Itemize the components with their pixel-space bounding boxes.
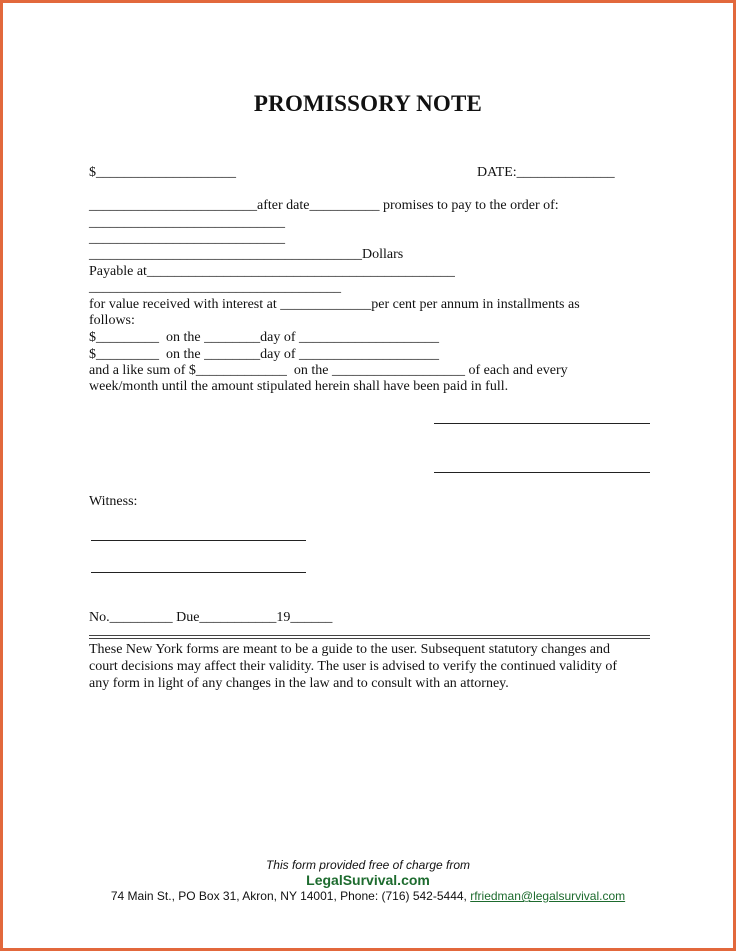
- credit-email-link[interactable]: rfriedman@legalsurvival.com: [470, 889, 626, 903]
- payee-line-2: ____________________________: [89, 231, 285, 246]
- dollars-line: _______________________________________Dollars: [89, 247, 404, 262]
- disclaimer: [89, 641, 645, 692]
- payable-line-2: ____________________________________: [89, 280, 341, 295]
- follows-line: follows:: [89, 313, 135, 328]
- installment-line-1: $_________ on the ________day of ____________________: [89, 330, 439, 345]
- amount-line: $____________________: [89, 165, 236, 180]
- disclaimer-line-2: court decisions may affect their validity. The user is advised to verify the continued validity of: [89, 659, 618, 674]
- payable-line: Payable at____________________________________________: [89, 264, 455, 279]
- signature-line-2: [434, 472, 650, 473]
- date-line: DATE:______________: [477, 165, 615, 180]
- after-date-line: ________________________after date__________ promises to pay to the order of:: [89, 198, 559, 213]
- payee-line-1: ____________________________: [89, 215, 285, 230]
- divider-rule: [89, 635, 650, 636]
- credit-address-text: 74 Main St., PO Box 31, Akron, NY 14001, Phone: (716) 542-5444,: [110, 889, 471, 903]
- signature-line-1: [434, 423, 650, 424]
- divider-rule-secondary: [89, 638, 650, 639]
- witness-label: Witness:: [89, 494, 138, 509]
- form-title: PROMISSORY NOTE: [253, 91, 483, 116]
- disclaimer-line-1: These New York forms are meant to be a guide to the user. Subsequent statutory changes and: [89, 642, 610, 657]
- credit-address: [3, 889, 733, 903]
- witness-line-1: [91, 540, 306, 541]
- number-due-line: No._________ Due___________19______: [89, 610, 333, 625]
- like-sum-line: and a like sum of $_____________ on the ___________________ of each and every: [89, 363, 568, 378]
- disclaimer-line-3: any form in light of any changes in the law and to consult with an attorney.: [89, 676, 509, 691]
- credit-site[interactable]: LegalSurvival.com: [306, 872, 430, 888]
- credit-note: This form provided free of charge from: [265, 858, 471, 872]
- until-line: week/month until the amount stipulated herein shall have been paid in full.: [89, 379, 509, 394]
- installment-line-2: $_________ on the ________day of ____________________: [89, 347, 439, 362]
- interest-line: for value received with interest at _____________per cent per annum in installments as: [89, 297, 580, 312]
- witness-line-2: [91, 572, 306, 573]
